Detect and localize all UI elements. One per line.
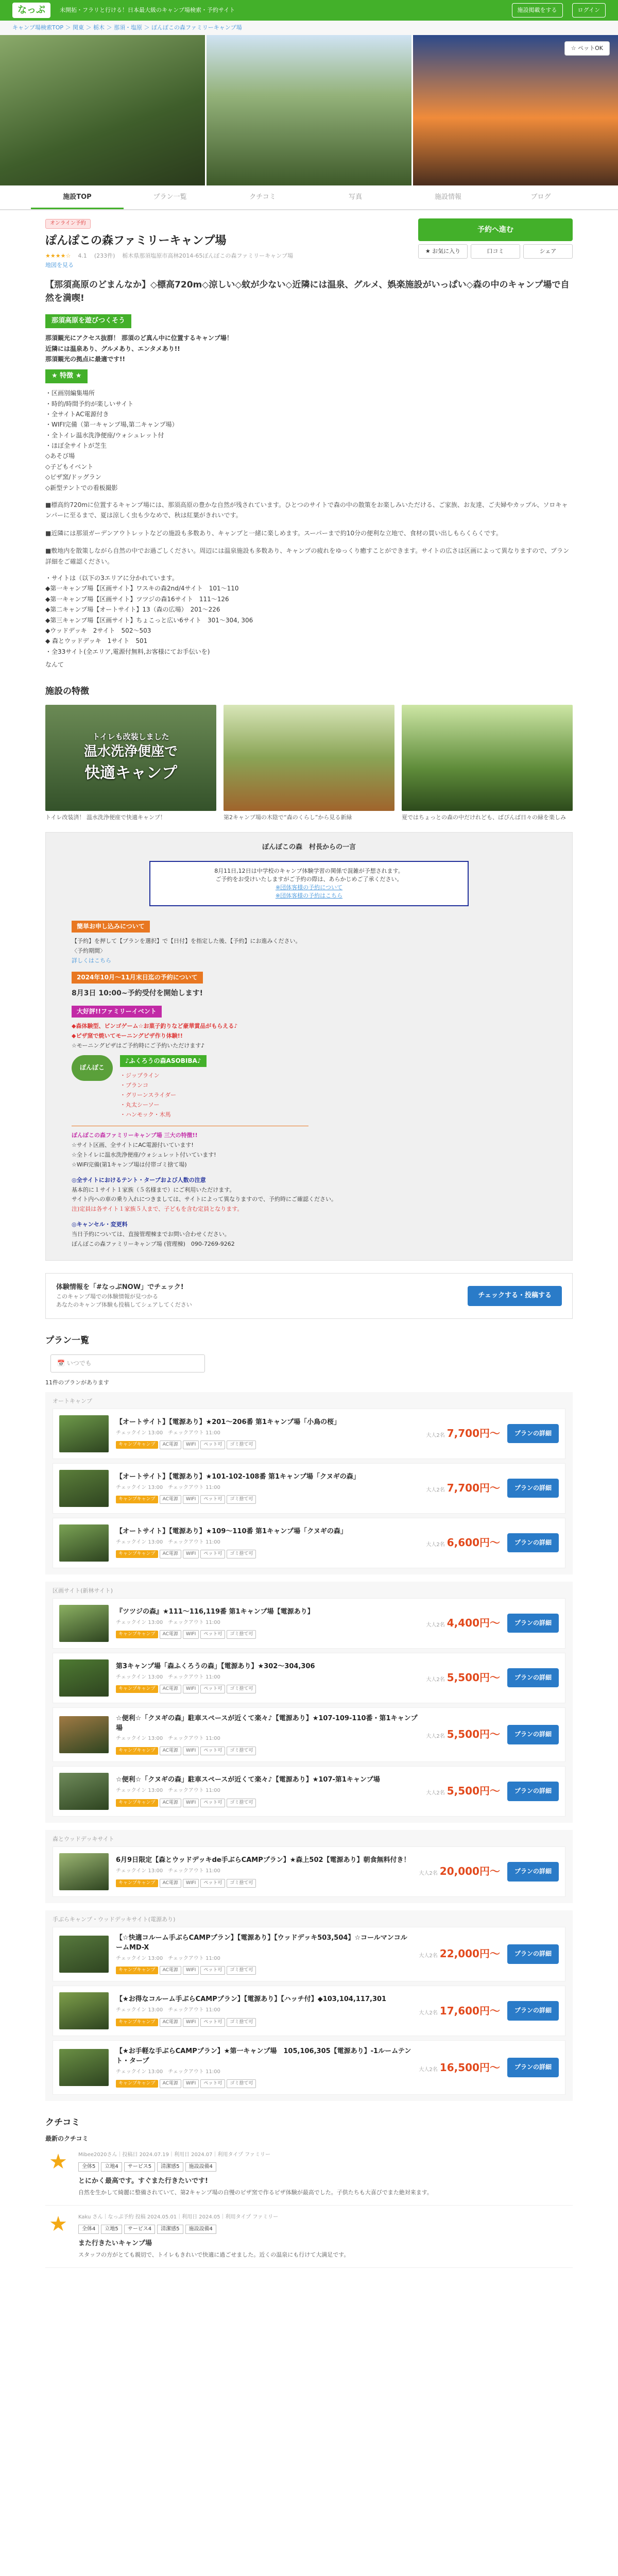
page-title: ぽんぽこの森ファミリーキャンプ場 <box>45 234 227 247</box>
play-item: ・丸太シーソー <box>120 1101 160 1108</box>
plan-price: 大人2名 4,400円〜 <box>426 1617 500 1630</box>
plan-name[interactable]: 【オートサイト】【電源あり】★201〜206番 第1キャンプ場「小鳥の桜」 <box>116 1418 341 1427</box>
tab-plans[interactable]: プラン一覧 <box>153 193 187 201</box>
notice-band: ♪ふくろうの森ASOBIBA♪ <box>120 1055 207 1067</box>
promo-desc: あなたのキャンプ体験も投稿してシェアしてください <box>56 1301 192 1308</box>
date-filter-input[interactable]: 📅 いつでも <box>50 1354 205 1372</box>
promo-title: 体験情報を「#なっぷNOW」でチェック! <box>56 1283 184 1292</box>
plan-group-title: 手ぶらキャンプ・ウッドデッキサイト(電源あり) <box>53 1916 176 1923</box>
plan-name[interactable]: 【★お得なコルーム手ぶらCAMPプラン】【電源あり】【ハッチ付】◆103,104,117,301 <box>116 1995 387 2004</box>
event-line: ◆ピザ窯で焼いてモーニングピザ作り体験!! <box>72 1032 183 1039</box>
gallery-photo-sunset-deck[interactable] <box>413 35 618 185</box>
plan-tags: キャンプキャンプ AC電源 WIFI ペット可 ゴミ捨て可 <box>116 2017 411 2027</box>
plan-card[interactable] <box>53 1653 565 1703</box>
group-booking-link[interactable]: ※団体客様の予約について <box>276 884 342 891</box>
plan-card[interactable] <box>53 1766 565 1817</box>
plan-thumbnail[interactable] <box>59 1992 109 2029</box>
features-heading: 施設の特徴 <box>45 686 89 697</box>
review-count-link[interactable]: (233件) <box>94 252 115 260</box>
feature-item: ・ほぼ全サイトが芝生 <box>45 442 107 450</box>
rating-stars: ★★★★☆ <box>45 252 71 260</box>
plan-thumbnail[interactable] <box>59 2049 109 2086</box>
latest-reviews-label: 最新のクチコミ <box>45 2134 89 2142</box>
plans-heading: プラン一覧 <box>45 1335 89 1346</box>
plan-group <box>45 1392 573 1574</box>
fac-item: ☆WiFi完備(第1キャンプ場は付帯ゴミ捨て場) <box>72 1161 187 1168</box>
tab-reviews[interactable]: クチコミ <box>249 193 276 201</box>
plan-detail-button[interactable]: プランの詳細 <box>507 1424 559 1443</box>
feature-caption: トイレ改装済！ 温水洗浄便座で快適キャンプ！ <box>45 814 166 821</box>
plan-thumbnail[interactable] <box>59 1605 109 1642</box>
plan-thumbnail[interactable] <box>59 1659 109 1697</box>
plan-tags: キャンプキャンプ AC電源 WIFI ペット可 ゴミ捨て可 <box>116 1965 411 1975</box>
intro-line: 近隣には温泉あり、グルメあり、エンタメあり!! <box>45 345 180 352</box>
plan-detail-button[interactable]: プランの詳細 <box>507 1862 559 1881</box>
review-item[interactable] <box>45 2206 573 2268</box>
plan-tags: キャンプキャンプ AC電源 WIFI ペット可 ゴミ捨て可 <box>116 1798 419 1807</box>
plan-card[interactable] <box>53 1598 565 1649</box>
plan-card[interactable] <box>53 1986 565 2036</box>
review-score-tag: 清潔感5 <box>157 2162 183 2172</box>
plan-card[interactable] <box>53 1409 565 1459</box>
owner-message-title: ぽんぽこの森 村長からの一言 <box>262 843 356 852</box>
plan-tags: キャンプキャンプ AC電源 WIFI ペット可 ゴミ捨て可 <box>116 1494 419 1504</box>
alert-line: ご予約をお受けいたしますがご予約の際は、あらかじめご了承ください。 <box>215 875 403 883</box>
description-paragraph: ■敷地内を散策しながら自然の中でお過ごしください。周辺には温泉施設も多数あり、キャンプの疲れをゆっくり癒すことができます。サイトの広さは区画によって異なりますので、プラン詳細をご確認ください。 <box>45 547 570 565</box>
plan-detail-button[interactable]: プランの詳細 <box>507 1614 559 1633</box>
feature-item: ◇子どもイベント <box>45 463 94 470</box>
review-score-tag: 清潔感5 <box>157 2225 183 2234</box>
facility-tabs <box>0 185 618 210</box>
site-list-intro: ・サイトは（以下の3エリアに分かれています。 <box>45 574 178 582</box>
notice-band: 簡単お申し込みについて <box>72 921 150 933</box>
feature-item: ・全サイトAC電源付き <box>45 410 109 418</box>
plan-card[interactable] <box>53 1463 565 1514</box>
feature-card[interactable] <box>224 705 394 822</box>
plan-card[interactable] <box>53 1927 565 1981</box>
feature-caption: 第2キャンプ場の木陰で“森のくらし”から見る新緑 <box>224 814 352 821</box>
feature-card[interactable] <box>402 705 573 822</box>
plan-checkin: チェックイン 13:00 チェックアウト 11:00 <box>116 1430 220 1436</box>
plan-thumbnail[interactable] <box>59 1524 109 1562</box>
description-paragraph: ■近隣には那須ガーデンアウトレットなどの施設も多数あり、キャンプと一緒に楽しめます。スーパーまで約10分の便利な立地で、食材の買い出しもらくらくです。 <box>45 529 502 537</box>
rating-score: 4.1 <box>78 252 87 260</box>
reviews-section <box>45 2116 573 2268</box>
feature-item: ◇あそび場 <box>45 452 75 460</box>
plan-detail-button[interactable]: プランの詳細 <box>507 1782 559 1801</box>
tab-top[interactable]: 施設TOP <box>31 185 124 209</box>
play-item: ・ハンモック・木馬 <box>120 1111 171 1118</box>
plan-checkin: チェックイン 13:00 チェックアウト 11:00 <box>116 1484 220 1490</box>
plan-name[interactable]: 【オートサイト】【電源あり】★101-102-108番 第1キャンプ場「クヌギの森」 <box>116 1473 360 1481</box>
plan-tags: キャンプキャンプ AC電源 WIFI ペット可 ゴミ捨て可 <box>116 1549 419 1558</box>
plan-price: 大人2名 17,600円〜 <box>419 2004 500 2017</box>
feature-card[interactable] <box>45 705 216 822</box>
tab-photos[interactable]: 写真 <box>348 193 362 201</box>
fac-item: ☆全トイレに温水洗浄便座/ウォシュレット付いています! <box>72 1151 216 1158</box>
feature-caption: 夏ではちょっとの森の中だけれども、ぱぴんぱ日々の緑を楽しみ <box>402 814 566 821</box>
plan-detail-button[interactable]: プランの詳細 <box>507 1479 559 1498</box>
plan-count: 11件のプランがあります <box>45 1379 109 1386</box>
play-item: ・ブランコ <box>120 1082 148 1089</box>
plan-tags: キャンプキャンプ AC電源 WIFI ペット可 ゴミ捨て可 <box>116 1439 419 1449</box>
review-meta: Mibee2020さん｜投稿日 2024.07.19｜利用日 2024.07｜利用タイプ ファミリー <box>78 2152 270 2158</box>
review-score-tag: サービス4 <box>124 2225 155 2234</box>
rule-text: 注)定員は各サイト１家族５人まで、子どもを含む定員となります。 <box>72 1206 243 1213</box>
plan-checkin: チェックイン 13:00 チェックアウト 11:00 <box>116 1868 220 1874</box>
check-post-button[interactable]: チェックする・投稿する <box>468 1286 562 1306</box>
feature-image-deck <box>224 705 394 811</box>
rule-heading: ◎全サイトにおけるテント・タープおよび人数の注意 <box>72 1176 206 1183</box>
plan-thumbnail[interactable] <box>59 1773 109 1810</box>
review-title[interactable]: とにかく最高です。すぐまた行きたいです! <box>78 2177 208 2185</box>
site-list <box>45 574 573 670</box>
plan-price: 大人2名 6,600円〜 <box>426 1536 500 1549</box>
feature-item: ◇新型テントでの看板撮影 <box>45 484 118 492</box>
plan-group-title: 区画サイト(新林サイト) <box>53 1587 113 1594</box>
plan-checkin: チェックイン 13:00 チェックアウト 11:00 <box>116 1736 220 1742</box>
event-line: ☆モーニングピザはご予約時にご予約いただけます♪ <box>72 1042 205 1049</box>
plan-detail-button[interactable]: プランの詳細 <box>507 1533 559 1552</box>
notice-text: 〈予約期間〉 <box>72 947 106 954</box>
event-line: ◆森体験型、ビンゴゲーム☆お菓子釣りなど豪華賞品がもらえる♪ <box>72 1022 238 1029</box>
section-label: 那須高原を遊びつくそう <box>45 314 131 328</box>
online-booking-badge: オンライン予約 <box>45 219 91 229</box>
plan-thumbnail[interactable] <box>59 1936 109 1973</box>
feature-item: ・区画別編集場所 <box>45 389 95 397</box>
intro-line: 那須観光にアクセス抜群！ 那須のど真ん中に位置するキャンプ場！ <box>45 334 233 342</box>
review-score-tag: 全体5 <box>78 2162 99 2172</box>
favorite-button[interactable]: ★ お気に入り <box>418 244 468 259</box>
pet-ok-badge: ☆ ペットOK <box>564 41 610 56</box>
share-button[interactable]: シェア <box>523 244 573 259</box>
plan-card[interactable] <box>53 2040 565 2095</box>
breadcrumb[interactable]: キャンプ場検索TOP ＞ 関東 ＞ 栃木 ＞ 那須・塩原 ＞ ぽんぽこの森ファミリーキャンプ場 <box>0 21 618 35</box>
ponpoko-logo: ぽんぽこ <box>72 1055 113 1081</box>
plan-tags: キャンプキャンプ AC電源 WIFI ペット可 ゴミ捨て可 <box>116 1684 419 1693</box>
top-bar <box>0 0 618 21</box>
login-button[interactable]: ログイン <box>572 3 606 18</box>
photo-gallery[interactable] <box>0 35 618 185</box>
plan-name[interactable]: 【★お手軽な手ぶらCAMPプラン】★第一キャンプ場 105,106,305【電源あり】-1ルームテント・タープ <box>116 2047 411 2065</box>
site-list-row: ◆ウッドデッキ 2サイト 502〜503 <box>45 626 151 634</box>
site-logo[interactable]: なっぷ <box>12 3 50 18</box>
plan-list-section <box>45 1334 573 2101</box>
plan-detail-button[interactable]: プランの詳細 <box>507 1944 559 1963</box>
plan-detail-button[interactable]: プランの詳細 <box>507 2058 559 2077</box>
plan-group <box>45 1830 573 1903</box>
rule-text: ぽんぽこの森ファミリーキャンプ場 (管理棟) 090-7269-9262 <box>72 1241 235 1248</box>
book-now-button[interactable]: 予約へ進む <box>418 218 573 241</box>
plan-detail-button[interactable]: プランの詳細 <box>507 1725 559 1744</box>
gallery-photo-forest-site[interactable] <box>0 35 205 185</box>
map-link[interactable]: 地図を見る <box>45 262 74 269</box>
feature-image-toilet: トイレも改装しました 温水洗浄便座で 快適キャンプ <box>45 705 216 811</box>
plan-checkin: チェックイン 13:00 チェックアウト 11:00 <box>116 1539 220 1545</box>
intro-section <box>45 310 573 493</box>
plan-thumbnail[interactable] <box>59 1853 109 1890</box>
fac-title: ぽんぽこの森ファミリーキャンプ場 三大の特徴!! <box>72 1131 198 1139</box>
plan-group-title: オートキャンプ <box>53 1397 92 1404</box>
plan-checkin: チェックイン 13:00 チェックアウト 11:00 <box>116 1619 220 1625</box>
plan-tags: キャンプキャンプ AC電源 WIFI ペット可 ゴミ捨て可 <box>116 2078 411 2088</box>
plan-checkin: チェックイン 13:00 チェックアウト 11:00 <box>116 2007 220 2013</box>
plan-checkin: チェックイン 13:00 チェックアウト 11:00 <box>116 1674 220 1680</box>
review-score-tag: 全体4 <box>78 2225 99 2234</box>
alert-box <box>149 861 469 906</box>
notice-band: 2024年10月〜11月末日迄の予約について <box>72 972 203 984</box>
plan-card[interactable] <box>53 1707 565 1762</box>
feature-item: ・WIFI完備（第一キャンプ場,第二キャンプ場） <box>45 421 178 429</box>
review-score-tag: 施設設備4 <box>185 2162 216 2172</box>
rule-heading: ◎キャンセル・変更料 <box>72 1221 128 1228</box>
review-body: スタッフの方がとても親切で、トイレもきれいで快適に過ごせました。近くの温泉にも行けて大満足です。 <box>78 2251 350 2258</box>
feature-item: ・全トイレ温水洗浄便座/ウォシュレット付 <box>45 431 164 439</box>
plan-price: 大人2名 5,500円〜 <box>426 1671 500 1684</box>
napnow-promo <box>45 1273 573 1319</box>
plan-thumbnail[interactable] <box>59 1470 109 1507</box>
intro-line: 那須観光の拠点に最適です!! <box>45 355 125 363</box>
group-booking-here-link[interactable]: ※団体客様の予約はこちら <box>275 892 343 899</box>
plan-tags: キャンプキャンプ AC電源 WIFI ペット可 ゴミ捨て可 <box>116 1629 419 1639</box>
list-facility-button[interactable]: 施設掲載をする <box>512 3 563 18</box>
plan-name[interactable]: 6月9日限定【森とウッドデッキde手ぶらCAMPプラン】★森上502【電源あり】朝食無料付き！ <box>116 1856 410 1865</box>
rule-text: サイト内への車の乗り入れにつきましては、サイトによって異なりますので、予約時にご確認ください。 <box>72 1196 337 1203</box>
review-star-icon: ★ <box>49 2150 67 2174</box>
plan-price: 大人2名 5,500円〜 <box>426 1728 500 1741</box>
gallery-photo-tall-trees[interactable] <box>207 35 411 185</box>
review-body: 自然を生かして綺麗に整備されていて、第2キャンプ場の自慢のピザ窯で作るピザ体験が最高でした。子供たちも大喜びでまた絶対来ます。 <box>78 2189 433 2196</box>
catch-copy: 【那須高原のどまんなか】◇標高720m◇涼しい◇蚊が少ない◇近隣には温泉、グルメ、娯楽施設がいっぱい◇森の中のキャンプ場で自然を満喫! <box>45 280 570 303</box>
details-link[interactable]: 詳しくはこちら <box>72 957 111 964</box>
feature-cards <box>45 705 573 822</box>
tab-blog[interactable]: ブログ <box>530 193 551 201</box>
reviews-heading: クチコミ <box>45 2117 80 2128</box>
plan-price: 大人2名 16,500円〜 <box>419 2061 500 2074</box>
plan-name[interactable]: ☆便利☆「クヌギの森」駐車スペースが近くて楽々♪【電源あり】★107-第1キャンプ場 <box>116 1776 380 1784</box>
plan-tags: キャンプキャンプ AC電源 WIFI ペット可 ゴミ捨て可 <box>116 1878 411 1888</box>
plan-price: 大人2名 22,000円〜 <box>419 1947 500 1960</box>
plan-card[interactable] <box>53 1518 565 1568</box>
plan-checkin: チェックイン 13:00 チェックアウト 11:00 <box>116 1955 220 1961</box>
plan-name[interactable]: 第3キャンプ場「森ふくろうの森」【電源あり】★302〜304,306 <box>116 1663 315 1671</box>
feature-item: ◇ピザ窯/ドッグラン <box>45 473 101 481</box>
review-score-tag: 立地4 <box>101 2162 122 2172</box>
plan-name[interactable]: 【オートサイト】【電源あり】★109〜110番 第1キャンプ場「クヌギの森」 <box>116 1528 347 1536</box>
site-list-end: なんて <box>45 661 64 669</box>
plan-group <box>45 1910 573 2101</box>
rule-text: 当日予約については、直接管理棟までお問い合わせください。 <box>72 1231 230 1238</box>
address: 栃木県那須塩原市高林2014-65ぽんぽこの森ファミリーキャンプ場 <box>122 252 294 260</box>
review-title[interactable]: また行きたいキャンプ場 <box>78 2240 152 2248</box>
promo-desc: このキャンプ場での体験情報が見つかる <box>56 1293 158 1300</box>
review-score-tag: 立地5 <box>101 2225 122 2234</box>
plan-tags: キャンプキャンプ AC電源 WIFI ペット可 ゴミ捨て可 <box>116 1745 419 1755</box>
rule-text: 基本的に１サイト１家族（５名様まで）にご利用いただけます。 <box>72 1186 235 1193</box>
plan-card[interactable] <box>53 1846 565 1897</box>
plan-thumbnail[interactable] <box>59 1716 109 1753</box>
review-item[interactable] <box>45 2143 573 2206</box>
booking-panel <box>418 218 573 269</box>
notice-highlight: 8月3日 10:00~予約受付を開始します! <box>72 989 203 998</box>
alert-line: 8月11日,12日は中学校のキャンプ体験学習の関係で混雑が予想されます。 <box>214 867 404 874</box>
plan-thumbnail[interactable] <box>59 1415 109 1452</box>
features-label: ★ 特徴 ★ <box>45 369 88 383</box>
rating-row <box>45 252 408 260</box>
plan-price: 大人2名 7,700円〜 <box>426 1482 500 1495</box>
review-score-tag: サービス5 <box>124 2162 155 2172</box>
site-list-row: ◆第一キャンプ場【区画サイト】ツツジの森16サイト 111〜126 <box>45 595 229 603</box>
plan-detail-button[interactable]: プランの詳細 <box>507 1668 559 1687</box>
tab-facility-info[interactable]: 施設情報 <box>434 193 461 201</box>
plan-price: 大人2名 5,500円〜 <box>426 1785 500 1798</box>
plan-checkin: チェックイン 13:00 チェックアウト 11:00 <box>116 1788 220 1794</box>
site-list-row: ◆第三キャンプ場【区画サイト】ちょこっと広い6サイト 301〜304, 306 <box>45 616 253 624</box>
plan-price: 大人2名 7,700円〜 <box>426 1427 500 1440</box>
site-list-row: ◆第二キャンプ場【オートサイト】13（森の広場） 201〜226 <box>45 606 220 614</box>
review-button[interactable]: 口コミ <box>471 244 520 259</box>
plan-name[interactable]: 【☆快適コルーム手ぶらCAMPプラン】【電源あり】【ウッドデッキ503,504】☆コールマンコルームMD-X <box>116 1934 407 1952</box>
plan-group-title: 森とウッドデッキサイト <box>53 1835 114 1842</box>
site-list-row: ◆第一キャンプ場【区画サイト】ワスキの森2nd/4サイト 101〜110 <box>45 585 239 592</box>
site-tagline: 未開拓・フラリと行ける！日本最大級のキャンプ場検索・予約サイト <box>60 7 235 14</box>
plan-group <box>45 1582 573 1823</box>
plan-checkin: チェックイン 13:00 チェックアウト 11:00 <box>116 2069 220 2075</box>
play-item: ・ジップライン <box>120 1072 160 1079</box>
notice-text: 【予約】を押して【プランを選択】で【日付】を指定した後、【予約】にお進みください。 <box>72 938 301 945</box>
review-star-icon: ★ <box>49 2212 67 2236</box>
notice-band: 大好評!!ファミリーイベント <box>72 1006 162 1018</box>
fac-item: ☆サイト区画、全サイトにAC電源付いています! <box>72 1141 194 1148</box>
review-score-tag: 施設設備4 <box>185 2225 216 2234</box>
plan-detail-button[interactable]: プランの詳細 <box>507 2001 559 2020</box>
plan-name[interactable]: ☆便利☆「クヌギの森」駐車スペースが近くて楽々♪【電源あり】★107-109-110番・第1キャンプ場 <box>116 1714 418 1732</box>
plan-name[interactable]: 『ツツジの森』★111〜116,119番 第1キャンプ場【電源あり】 <box>116 1608 314 1616</box>
review-meta: Kaku さん｜なっぷ予約 投稿 2024.05.01｜利用日 2024.05｜利用タイプ ファミリー <box>78 2214 279 2221</box>
feature-image-forest <box>402 705 573 811</box>
site-list-row: ・全33サイト(全エリア,電源付無料,お客様にてお手伝いを) <box>45 648 210 655</box>
description-paragraph: ■標高約720mに位置するキャンプ場には、那須高原の豊かな自然が残されています。ひとつのサイトで森の中の散策をお楽しみいただける、ご家族、お友達、ご夫婦やカップル、ソロキャンパーに至るまで、夏は涼しく虫も少なめで、秋は紅葉がきれいです。 <box>45 501 568 519</box>
play-item: ・グリーンスライダー <box>120 1092 177 1099</box>
plan-price: 大人2名 20,000円〜 <box>419 1865 500 1878</box>
feature-item: ・時的/時間予約が楽しいサイト <box>45 400 134 408</box>
site-list-row: ◆ 森とウッドデッキ 1サイト 501 <box>45 637 148 645</box>
owner-message-box <box>45 832 573 1261</box>
